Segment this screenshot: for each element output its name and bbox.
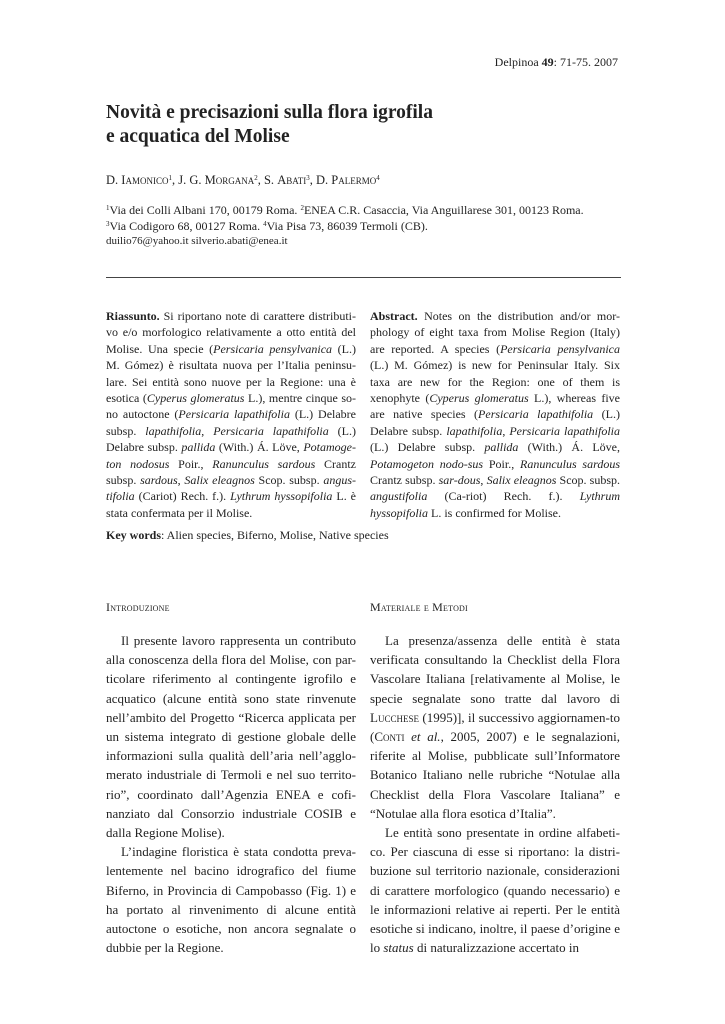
abstract-text: , <box>502 423 510 438</box>
species-name: Cyperus glomeratus <box>146 391 245 406</box>
title-line-2: e acquatica del Molise <box>106 126 290 147</box>
title-line-1: Novità e precisazioni sulla flora igrofila <box>106 102 433 123</box>
riassunto-text: L.), mentre cinque so-no autoctone ( <box>106 391 357 422</box>
paragraph <box>370 823 620 957</box>
affil-mark: 3 <box>106 220 110 228</box>
affil-text: Via dei Colli Albani 170, 00179 Roma. <box>109 203 301 217</box>
paragraph-text: (1995)], il successivo aggiornamen-to ( <box>370 709 620 745</box>
author-name: Iamonico <box>121 173 169 187</box>
species-name: angus-tifolia <box>106 473 356 504</box>
journal-pages-year: : 71-75. 2007 <box>553 55 618 69</box>
abstract-text: Crantz subsp. <box>370 473 439 488</box>
species-name: Ranunculus sardous <box>520 456 620 471</box>
abstract-text: Scop. subsp. <box>556 473 621 488</box>
species-name: Lythrum hyssopifolia <box>230 489 333 504</box>
species-name: Persicaria lapathifolia <box>509 423 620 438</box>
abstract-text: Notes on the distribution and/or mor-phology of eight taxa from Molise Region (Italy) are reported. A species ( <box>370 309 620 356</box>
author-name: Abati <box>277 173 307 187</box>
citation-author: Conti <box>374 729 405 745</box>
paragraph-text: La presenza/assenza delle entità è stata verificata consultando la Checklist della Flora Vascolare Italiana [relativamente al Molise, le specie segnalate sono tratte dal lavoro di <box>370 633 620 706</box>
species-name: lapathifolia <box>145 423 202 438</box>
paragraph-text: , 2005, 2007) e le segnalazioni, riferite al Molise, pubblicate sull’Informatore Botanico Italiano nelle rubriche “Notulae alla Checklist della Flora Vascolare Italiana” e “Notulae alla flora esotica d’Italia”. <box>370 729 620 821</box>
citation-etal: et al. <box>404 729 441 745</box>
riassunto-block <box>106 308 356 521</box>
species-name: sardous <box>140 473 178 488</box>
abstract-text: (L.) Delabre subsp. <box>370 407 620 438</box>
affil-mark: 1 <box>106 204 110 212</box>
author-affil-mark: 2 <box>254 174 258 182</box>
riassunto-text: (L.) M. Gómez) è risultata nuova per l’Italia peninsu-lare. Sei entità sono nuove per la Regione: una è esotica ( <box>106 341 356 406</box>
author-affil-mark: 1 <box>168 174 172 182</box>
keywords-text: : Alien species, Biferno, Molise, Native species <box>161 528 389 542</box>
riassunto-text: Si riportano note di carattere distributi-vo e/o morfologico relativamente a otto entità del Molise. Una specie ( <box>106 309 356 356</box>
journal-name: Delpinoa <box>494 55 542 69</box>
affil-mark: 2 <box>300 204 304 212</box>
species-name: Potamogeton nodo-sus <box>370 456 484 471</box>
author-initial: , D. <box>309 173 332 187</box>
keywords-label: Key words <box>106 528 161 542</box>
riassunto-text: L. è stata confermata per il Molise. <box>106 489 356 520</box>
riassunto-text: (L.) Delabre subsp. <box>106 423 356 455</box>
affil-text: Via Codigoro 68, 00127 Roma. <box>109 219 264 233</box>
riassunto-text: (With.) Á. Löve, <box>215 440 304 455</box>
species-name: pallida <box>484 440 519 455</box>
riassunto-label: Riassunto. <box>106 309 160 323</box>
species-name: Salix eleagnos <box>184 473 255 488</box>
species-name: lapathifolia <box>446 423 503 438</box>
author-initial: , S. <box>257 173 278 187</box>
species-name: Potamoge-ton nodosus <box>106 440 356 471</box>
materiale-body <box>370 631 620 957</box>
status-term: status <box>383 940 414 956</box>
abstract-text: (L.) Delabre subsp. <box>370 440 485 455</box>
citation-author: Lucchese <box>370 709 419 725</box>
paragraph: Il presente lavoro rappresenta un contributo alla conoscenza della flora del Molise, con par-ticolare riferimento al contingente igrofilo e acquatico (alcune entità sono state rinvenute nell’ambito del Progetto “Ricerca applicata per un sistema integrato di gestione globale delle informazioni sulla qualità dell’aria nell’agglo-merato industriale di Termoli e nel suo territo-rio”, coordinato dall’Agenzia ENEA e cofi-nanziato dal Consorzio industriale COSIB e dalla Regione Molise). <box>106 633 356 841</box>
abstract-text: (L.) M. Gómez) is new for Peninsular Italy. Six taxa are new for the Region: one of them is xenophyte ( <box>370 358 620 406</box>
author-affil-mark: 4 <box>376 174 380 182</box>
abstract-text: Poir., <box>483 456 520 471</box>
author-initial: , J. G. <box>171 173 205 187</box>
species-name: Cyperus glomeratus <box>429 391 529 406</box>
species-name: Ranunculus sardous <box>212 456 316 471</box>
species-name: Persicaria lapathifolia <box>213 423 329 438</box>
species-name: pallida <box>181 440 216 455</box>
species-name: angustifolia <box>370 489 428 504</box>
abstract-text: , <box>480 473 487 488</box>
riassunto-text: Crantz subsp. <box>106 456 356 488</box>
species-name: Persicaria pensylvanica <box>213 341 333 356</box>
paragraph: L’indagine floristica è stata condotta preva-lentemente nel bacino idrografico del fiume Biferno, in Provincia di Campobasso (Fig. 1) e ha portato al rinvenimento di alcune entità autoctone o esotiche, non ancora segnalate o dubbie per la Regione. <box>106 844 356 956</box>
abstract-text: (With.) Á. Löve, <box>518 440 621 455</box>
abstract-text: L.), whereas five are native species ( <box>370 391 620 422</box>
species-name: Salix eleagnos <box>486 473 557 488</box>
section-heading-introduzione: Introduzione <box>106 600 170 614</box>
paragraph <box>370 631 620 823</box>
author-name: Morgana <box>204 173 255 187</box>
species-name: sar-dous <box>438 473 481 488</box>
species-name: Lythrum hyssopifolia <box>370 489 620 520</box>
affiliation-line-2 <box>106 219 428 234</box>
author-name: Palermo <box>331 173 377 187</box>
abstract-label: Abstract. <box>370 309 418 323</box>
riassunto-text: , <box>177 473 185 488</box>
abstract-text: (Ca-riot) Rech. f.). <box>427 489 580 504</box>
affil-mark: 4 <box>263 220 267 228</box>
affil-text: ENEA C.R. Casaccia, Via Anguillarese 301, 00123 Roma. <box>303 203 584 217</box>
header-divider <box>106 277 621 278</box>
riassunto-text: Scop. subsp. <box>254 473 324 488</box>
affiliation-line-1 <box>106 203 584 218</box>
author-list <box>106 173 380 188</box>
paragraph-text: di naturalizzazione accertato in <box>413 940 580 956</box>
author-initial: D. <box>106 173 122 187</box>
abstract-text: L. is confirmed for Molise. <box>428 505 561 520</box>
journal-volume: 49 <box>541 55 554 69</box>
riassunto-text: (L.) Delabre subsp. <box>106 407 356 438</box>
keywords-line <box>106 528 389 543</box>
affil-text: Via Pisa 73, 86039 Termoli (CB). <box>266 219 428 233</box>
species-name: Persicaria lapathifolia <box>178 407 290 422</box>
running-head <box>495 55 618 70</box>
riassunto-text: , <box>201 423 214 438</box>
riassunto-text: (Cariot) Rech. f.). <box>134 489 231 504</box>
riassunto-text: Poir., <box>169 456 213 471</box>
paragraph-text: Le entità sono presentate in ordine alfabeti-co. Per ciascuna di esse si riportano: la distri-buzione sul territorio nazionale, considerazioni di carattere morfologico (quando necessario) e le informazioni relative ai reperti. Per le entità esotiche si indicano, inoltre, il paese d’origine e lo <box>370 825 620 956</box>
author-emails: duilio76@yahoo.it silverio.abati@enea.it <box>106 235 288 247</box>
species-name: Persicaria lapathifolia <box>478 407 594 422</box>
paper-title <box>106 101 626 149</box>
introduzione-body <box>106 631 356 957</box>
author-affil-mark: 3 <box>306 174 310 182</box>
section-heading-materiale-metodi: Materiale e Metodi <box>370 600 468 614</box>
species-name: Persicaria pensylvanica <box>500 341 620 356</box>
abstract-block <box>370 308 620 521</box>
